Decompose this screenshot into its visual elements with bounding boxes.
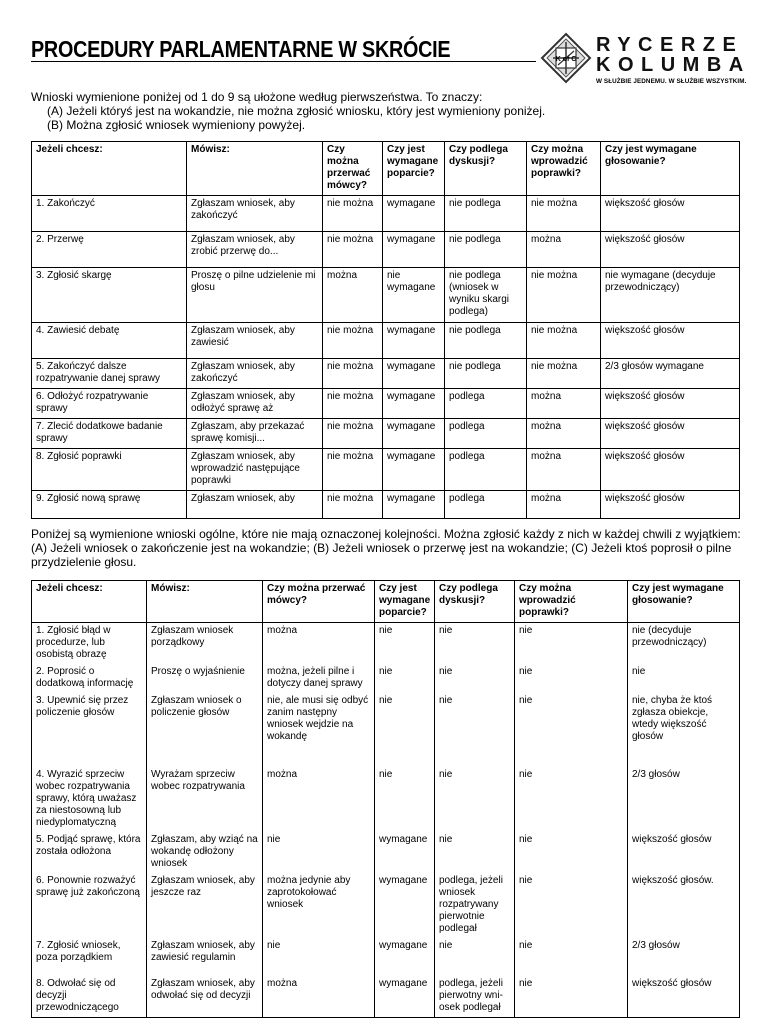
page-title: PROCEDURY PARLAMENTARNE W SKRÓCIE [31, 36, 451, 62]
column-header: Czy podlega dyskusji? [445, 142, 527, 196]
precedence-motions-table [31, 141, 740, 519]
table-cell: większość głosów [628, 976, 740, 1018]
table-cell: nie [435, 623, 515, 665]
table-cell: nie [435, 938, 515, 976]
table-cell: można [527, 491, 601, 519]
table-header-row [32, 581, 740, 623]
table-cell: można [323, 268, 383, 323]
table-cell: nie można [527, 268, 601, 323]
column-header: Jeżeli chcesz: [32, 581, 147, 623]
intro-line: (B) Można zgłosić wniosek wymieniony powyżej. [47, 118, 306, 132]
table-cell: można [263, 767, 375, 832]
logo-tagline: W SŁUŻBIE JEDNEMU. W SŁUŻBIE WSZYSTKIM. [596, 78, 747, 85]
table-cell: nie można [323, 419, 383, 449]
table-cell: wymagane [383, 232, 445, 268]
column-header: Mówisz: [147, 581, 263, 623]
column-header: Czy jest wymagane głosowanie? [628, 581, 740, 623]
table-cell: nie można [323, 449, 383, 491]
table-cell: 6. Odłożyć rozpatrywanie sprawy [32, 389, 187, 419]
column-header: Czy można przerwać mówcy? [263, 581, 375, 623]
table-cell: 7. Zlecić dodatkowe badanie sprawy [32, 419, 187, 449]
table-cell: większość głosów [601, 389, 740, 419]
intro-line: (A) Jeżeli któryś jest na wokandzie, nie można zgłosić wniosku, który jest wymieniony poniżej. [47, 104, 546, 118]
table-cell: nie wymagane (decyduje przewodniczący) [601, 268, 740, 323]
intro-text [31, 90, 545, 132]
table-cell: nie [263, 832, 375, 873]
kofc-emblem-icon [540, 32, 592, 84]
table-cell: 9. Zgłosić nową sprawę [32, 491, 187, 519]
table-cell: Zgłaszam wniosek, aby zakończyć [187, 359, 323, 389]
column-header: Czy można wprowadzić poprawki? [527, 142, 601, 196]
table-cell: Proszę o pilne udzielenie mi głosu [187, 268, 323, 323]
table-row [32, 323, 740, 359]
table-cell: nie podlega [445, 232, 527, 268]
table-row [32, 976, 740, 1018]
table-cell: wymagane [383, 491, 445, 519]
table-cell: wymagane [383, 419, 445, 449]
table-cell: nie podlega (wniosek w wyniku skargi podlega) [445, 268, 527, 323]
table-row [32, 873, 740, 938]
kofc-logo [540, 32, 751, 94]
table-cell: 1. Zgłosić błąd w procedurze, lub osobistą obrazę [32, 623, 147, 665]
table-cell: Zgłaszam wniosek, aby zakończyć [187, 196, 323, 232]
table-cell: Zgłaszam wniosek, aby wprowadzić następujące poprawki [187, 449, 323, 491]
table-row [32, 693, 740, 767]
table-cell: nie podlega [445, 359, 527, 389]
table-cell: 2/3 głosów [628, 767, 740, 832]
table-cell: nie [515, 976, 628, 1018]
table-cell: można [527, 449, 601, 491]
table-row [32, 664, 740, 693]
table-cell: Zgłaszam wniosek, aby zawiesić regulamin [147, 938, 263, 976]
table-row [32, 419, 740, 449]
table-cell: nie [375, 693, 435, 767]
column-header: Czy podlega dyskusji? [435, 581, 515, 623]
table-cell: wymagane [383, 323, 445, 359]
table-cell: 2/3 głosów wymagane [601, 359, 740, 389]
table-cell: nie wymagane [383, 268, 445, 323]
general-motions-table [31, 580, 740, 1018]
table-cell: nie [375, 767, 435, 832]
svg-text:K of C: K of C [555, 56, 577, 63]
table-cell: 6. Ponownie rozważyć sprawę już zakończoną [32, 873, 147, 938]
table-cell: można [527, 389, 601, 419]
column-header: Czy jest wymagane poparcie? [383, 142, 445, 196]
table-cell: większość głosów [628, 832, 740, 873]
table-cell: nie można [323, 323, 383, 359]
table-cell: można [263, 623, 375, 665]
table-cell: podlega [445, 389, 527, 419]
table-cell: 4. Wyrazić sprzeciw wobec rozpatrywania sprawy, którą uważasz za niestosowną lub niedyplomatyczną [32, 767, 147, 832]
table-cell: można [263, 976, 375, 1018]
table-cell: 2/3 głosów [628, 938, 740, 976]
table-cell: 5. Zakończyć dalsze rozpatrywanie danej sprawy [32, 359, 187, 389]
table-cell: nie [375, 623, 435, 665]
table-row [32, 196, 740, 232]
table-cell: większość głosów [601, 449, 740, 491]
table-cell: nie można [323, 196, 383, 232]
table-cell: podlega [445, 491, 527, 519]
table-cell: podlega, jeżeli pierwotny wni-osek podlegał [435, 976, 515, 1018]
table-cell: nie [515, 832, 628, 873]
table-cell: Zgłaszam wniosek o policzenie głosów [147, 693, 263, 767]
table-cell: można [527, 419, 601, 449]
table-cell: większość głosów [601, 232, 740, 268]
title-underline [31, 61, 536, 62]
table-cell: nie [515, 873, 628, 938]
table-cell: wymagane [383, 449, 445, 491]
table-cell: nie [435, 693, 515, 767]
table-cell: 2. Przerwę [32, 232, 187, 268]
table-cell: Proszę o wyjaśnienie [147, 664, 263, 693]
table-cell: większość głosów. [628, 873, 740, 938]
table-row [32, 938, 740, 976]
table-cell: Zgłaszam wniosek, aby zrobić przerwę do... [187, 232, 323, 268]
table-cell: Zgłaszam, aby przekazać sprawę komisji... [187, 419, 323, 449]
table-cell: nie [515, 664, 628, 693]
logo-line2: KOLUMBA [596, 54, 751, 76]
general-motions-intro: Poniżej są wymienione wnioski ogólne, które nie mają oznaczonej kolejności. Można zgłosić każdy z nich w każdej chwili z wyjątkiem: (A) Jeżeli wniosek o zakończenie jest na wokandzie; (B) Jeżeli wniosek o przerwę jest na wokandzie; (C) Jeżeli ktoś poprosił o pilne przydzielenie głosu. [31, 527, 741, 569]
table-header-row [32, 142, 740, 196]
table-cell: podlega, jeżeli wniosek rozpatrywany pierwotnie podlegał [435, 873, 515, 938]
table-cell: nie [435, 664, 515, 693]
table-row [32, 268, 740, 323]
table-cell: 2. Poprosić o dodatkową informację [32, 664, 147, 693]
table-cell: 7. Zgłosić wniosek, poza porządkiem [32, 938, 147, 976]
table-row [32, 449, 740, 491]
table-cell: 3. Zgłosić skargę [32, 268, 187, 323]
table-cell: nie [515, 767, 628, 832]
table-cell: wymagane [383, 196, 445, 232]
table-row [32, 389, 740, 419]
table-cell: Zgłaszam wniosek, aby [187, 491, 323, 519]
table-cell: większość głosów [601, 419, 740, 449]
table-cell: wymagane [383, 389, 445, 419]
table-cell: można [527, 232, 601, 268]
table-row [32, 359, 740, 389]
table-cell: można, jeżeli pilne i dotyczy danej sprawy [263, 664, 375, 693]
table-cell: można jedynie aby zaprotokołować wniosek [263, 873, 375, 938]
table-cell: wymagane [375, 832, 435, 873]
table-cell: większość głosów [601, 196, 740, 232]
table-cell: większość głosów [601, 491, 740, 519]
table-cell: 8. Odwołać się od decyzji przewodniczącego [32, 976, 147, 1018]
table-cell: nie [263, 938, 375, 976]
table-cell: 1. Zakończyć [32, 196, 187, 232]
table-row [32, 832, 740, 873]
table-cell: Zgłaszam wniosek porządkowy [147, 623, 263, 665]
table-cell: nie [515, 623, 628, 665]
table-cell: nie można [323, 232, 383, 268]
table-cell: 8. Zgłosić poprawki [32, 449, 187, 491]
table-cell: wymagane [375, 976, 435, 1018]
table-cell: Zgłaszam wniosek, aby jeszcze raz [147, 873, 263, 938]
table-cell: podlega [445, 419, 527, 449]
table-cell: Wyrażam sprzeciw wobec rozpatrywania [147, 767, 263, 832]
table-row [32, 232, 740, 268]
table-cell: Zgłaszam wniosek, aby odłożyć sprawę aż [187, 389, 323, 419]
column-header: Czy można wprowadzić poprawki? [515, 581, 628, 623]
table-cell: nie [515, 938, 628, 976]
table-cell: Zgłaszam wniosek, aby odwołać się od decyzji [147, 976, 263, 1018]
table-cell: nie można [323, 359, 383, 389]
table-cell: nie można [527, 196, 601, 232]
table-cell: nie (decyduje przewodniczący) [628, 623, 740, 665]
table-cell: nie [435, 767, 515, 832]
table-cell: podlega [445, 449, 527, 491]
table-cell: 3. Upewnić się przez policzenie głosów [32, 693, 147, 767]
column-header: Czy jest wymagane głosowanie? [601, 142, 740, 196]
table-cell: nie [628, 664, 740, 693]
table-cell: nie [435, 832, 515, 873]
table-row [32, 767, 740, 832]
intro-line: Wnioski wymienione poniżej od 1 do 9 są ułożone według pierwszeństwa. To znaczy: [31, 90, 483, 104]
table-cell: Zgłaszam, aby wziąć na wokandę odłożony wniosek [147, 832, 263, 873]
table-cell: nie [515, 693, 628, 767]
table-cell: wymagane [383, 359, 445, 389]
table-cell: wymagane [375, 873, 435, 938]
column-header: Czy jest wymagane poparcie? [375, 581, 435, 623]
table-row [32, 491, 740, 519]
column-header: Jeżeli chcesz: [32, 142, 187, 196]
table-cell: Zgłaszam wniosek, aby zawiesić [187, 323, 323, 359]
table-cell: nie można [527, 359, 601, 389]
table-cell: 4. Zawiesić debatę [32, 323, 187, 359]
table-cell: większość głosów [601, 323, 740, 359]
logo-line1: RYCERZE [596, 34, 744, 56]
table-cell: nie podlega [445, 323, 527, 359]
table-cell: nie można [323, 491, 383, 519]
table-cell: nie [375, 664, 435, 693]
table-cell: 5. Podjąć sprawę, która została odłożona [32, 832, 147, 873]
table-row [32, 623, 740, 665]
column-header: Czy można przerwać mówcy? [323, 142, 383, 196]
table-cell: nie podlega [445, 196, 527, 232]
table-cell: wymagane [375, 938, 435, 976]
table-cell: nie można [527, 323, 601, 359]
table-cell: nie można [323, 389, 383, 419]
table-cell: nie, ale musi się odbyć zanim następny wniosek wejdzie na wokandę [263, 693, 375, 767]
table-cell: nie, chyba że ktoś zgłasza obiekcje, wtedy większość głosów [628, 693, 740, 767]
column-header: Mówisz: [187, 142, 323, 196]
